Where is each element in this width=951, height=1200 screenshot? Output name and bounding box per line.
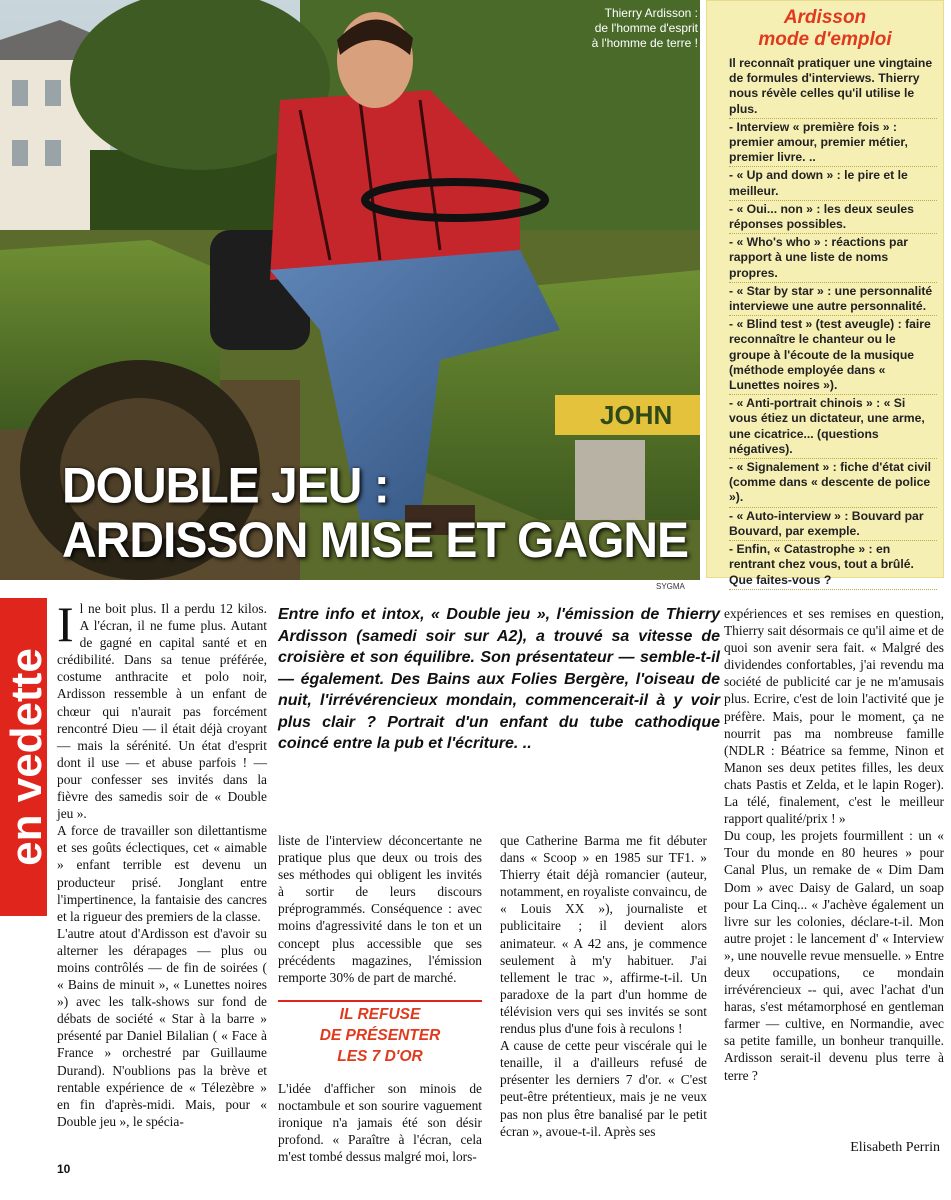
article-column-3 (500, 832, 707, 1140)
page-number: 10 (57, 1162, 71, 1176)
article-column-2 (278, 832, 482, 986)
sidebar-title-line: Ardisson (783, 7, 867, 28)
sidebar-item: Il reconnaît pratiquer une vingtaine de formules d'interviews. Thierry nous révèle celles qu'il utilise le plus. (729, 55, 937, 119)
subheading-line: LES 7 D'OR (337, 1048, 423, 1065)
subheading-line: DE PRÉSENTER (319, 1027, 441, 1044)
sidebar-title (707, 7, 943, 51)
article-column-4 (724, 605, 944, 1084)
sidebar-item: - « Who's who » : réactions par rapport à une liste de noms propres. (729, 234, 937, 283)
sidebar-item: - « Signalement » : fiche d'état civil (comme dans « descente de police »). (729, 459, 937, 508)
author-signature: Elisabeth Perrin (850, 1140, 940, 1155)
photo-credit: SYGMA (656, 582, 685, 591)
paragraph-text: l ne boit plus. Il a perdu 12 kilos. A l'écran, il ne fume plus. Autant de gagné en capital santé et en crédibilité. Dans sa tenue préférée, costume anthracite et polo noir, Ardisson ressemble à un enfant de chœur qui n'aurait pas forcément rencontré Dieu — il était déjà croyant — mais la sérénité. Un état d'esprit dont il use — et abuse parfois ! — pour confesser ses invités dans la fièvre des samedis soir de « Double jeu ». (57, 601, 267, 822)
sidebar-item: - « Star by star » : une personnalité interviewe une autre personnalité. (729, 283, 937, 316)
sidebar-item: - « Oui... non » : les deux seules réponses possibles. (729, 201, 937, 234)
caption-line: à l'homme de terre ! (591, 36, 698, 50)
sidebar-item: - « Blind test » (test aveugle) : faire reconnaître le chanteur ou le groupe à l'écoute de la musique (méthode employée dans « Lunettes noires »). (729, 316, 937, 395)
headline-line: DOUBLE JEU : (62, 458, 389, 514)
paragraph: expériences et ses remises en question, Thierry sait désormais ce qu'il aime et de quoi son avenir sera fait. « Malgré des dividendes confortables, j'ai revendu ma société de publicité car je ne m'amusais plus. Ecrire, c'est de loin l'activité que je préfère. Mais, pour le moment, ça ne nourrit pas ma nombreuse famille (NDLR : Béatrice sa femme, Ninon et Manon ses deux petites filles, les deux chats Pastis et Zelda, et le lapin Roger). La télé, finalement, c'est le meilleur rapport qualité/prix ! » (724, 606, 944, 827)
sidebar-item: - Interview « première fois » : premier amour, premier métier, premier livre. .. (729, 119, 937, 168)
sidebar-box (706, 0, 944, 587)
caption-line: Thierry Ardisson : (604, 6, 698, 20)
caption-line: de l'homme d'esprit (594, 21, 698, 35)
article-column-1 (57, 596, 267, 1130)
paragraph (57, 596, 267, 822)
drop-cap: I (57, 596, 74, 652)
photo-caption (520, 6, 698, 51)
paragraph: L'idée d'afficher son minois de noctambule et son sourire vaguement ironique n'a jamais été son désir profond. « Paraître à l'écran, cela m'est tombé dessus malgré moi, lors- (278, 1081, 482, 1165)
paragraph: Du coup, les projets fourmillent : un « Tour du monde en 80 heures » pour Canal Plus, un remake de « Dim Dam Dom » avec Daisy de Galard, un soap pour La Cinq... « J'achève également un livre sur les colonies, déclare-t-il. Mon autre projet : le lancement d' « Interview », une nouvelle revue mensuelle. » Entre deux occupations, ce mondain irrévérencieux -- qui, avec l'achat d'un haras, s'est métamorphosé en gentleman farmer — cultive, en Normandie, avec sa petite famille, un bonheur tranquille. Ardisson serait-il devenu plus terre à terre ? (724, 828, 944, 1083)
section-rubric (0, 598, 51, 916)
subheading (278, 1000, 482, 1067)
subheading-line: IL REFUSE (339, 1006, 421, 1023)
headline-line: ARDISSON MISE ET GAGNE (62, 512, 689, 569)
paragraph: que Catherine Barma me fit débuter dans « Scoop » en 1985 sur TF1. » Thierry était déjà romancier (auteur, notamment, en royaliste convaincu, de « Louis XX »), journaliste et publicitaire ; il devient alors animateur. « A 42 ans, je commence seulement à m'y habituer. J'ai tellement le trac », affirme-t-il. Un paradoxe de la part d'un homme de télévision vers qui ses invités se sont rendus plus d'une fois à reculons ! (500, 833, 707, 1037)
paragraph: A force de travailler son dilettantisme et ses goûts éclectiques, cet « aimable » enfant terrible est devenu un producteur prisé. Jonglant entre l'impertinence, la fantaisie des cancres et la rigueur des premiers de la classe. (57, 823, 267, 924)
paragraph: liste de l'interview déconcertante ne pratique plus que deux ou trois des ses méthodes qui obligent les invités à sortir de leurs discours préprogrammés. Conséquence : avec moins d'agressivité dans le ton et un concept plus accessible que ses précédents magazines, l'émission remporte 30% de part de marché. (278, 833, 482, 985)
sidebar-item: - « Auto-interview » : Bouvard par Bouvard, par exemple. (729, 508, 937, 541)
paragraph: A cause de cette peur viscérale qui le tenaille, il a d'ailleurs refusé de présenter les derniers 7 d'or. « C'est peut-être prétentieux, mais je ne veux pas non plus être banalisé par le petit écran », avoue-t-il. Après ses (500, 1038, 707, 1139)
sidebar-title-line: mode d'emploi (758, 29, 892, 50)
article-column-2-continued (278, 1080, 482, 1165)
sidebar-body (729, 55, 937, 590)
article-intro: Entre info et intox, « Double jeu », l'émission de Thierry Ardisson (samedi soir sur A2), a trouvé sa vitesse de croisière et son équilibre. Son présentateur — semble-t-il — également. Des Bains aux Folies Bergère, l'oiseau de nuit, l'irrévérencieux mondain, commencerait-il à y voir plus clair ? Portrait d'un enfant du tube cathodique coincé entre la pub et l'écriture. .. (278, 606, 720, 752)
paragraph: L'autre atout d'Ardisson est d'avoir su alterner les dérapages — plus ou moins contrôlés — de fin de soirées ( « Bains de minuit », « Lunettes noires ») avec les talk-shows sur fond de débats de société « Star à la barre » présenté par Daniel Bilalian ( « Face à France » orchestré par Guillaume Durand). N'oublions pas la brève et rentable expérience de « Télezèbre » en fin d'après-midi. Mais, pour « Double jeu », le spécia- (57, 925, 267, 1129)
tractor-brand: JOHN (600, 400, 673, 430)
sidebar-item: - « Up and down » : le pire et le meilleur. (729, 167, 937, 200)
sidebar-item: - « Anti-portrait chinois » : « Si vous étiez un dictateur, une arme, une cicatrice... (questions négatives). (729, 395, 937, 459)
headline (62, 459, 702, 568)
section-rubric-label: en vedette (2, 648, 51, 866)
sidebar-item: - Enfin, « Catastrophe » : en rentrant chez vous, tout a brûlé. Que faites-vous ? (729, 541, 937, 590)
